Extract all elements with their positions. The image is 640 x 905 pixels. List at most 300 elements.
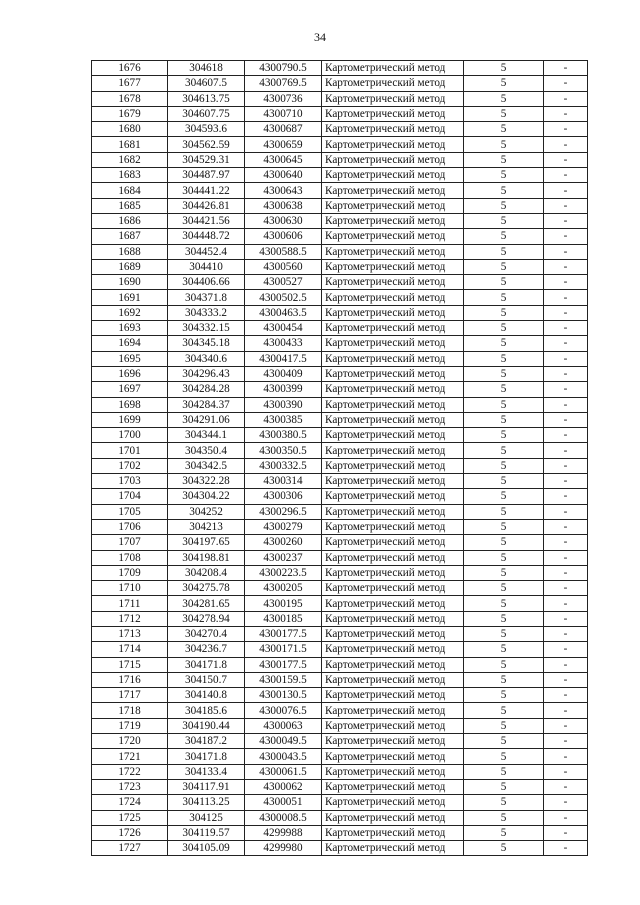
y-coordinate-cell: 4300063	[245, 718, 322, 733]
accuracy-cell: 5	[464, 321, 544, 336]
point-number-cell: 1709	[92, 565, 168, 580]
table-row	[92, 764, 588, 779]
accuracy-cell: 5	[464, 137, 544, 152]
x-coordinate-cell: 304410	[168, 259, 245, 274]
point-number-cell: 1705	[92, 504, 168, 519]
method-cell: Картометрический метод	[322, 596, 464, 611]
y-coordinate-cell: 4300769.5	[245, 76, 322, 91]
y-coordinate-cell: 4300588.5	[245, 244, 322, 259]
y-coordinate-cell: 4300260	[245, 535, 322, 550]
coordinates-table	[91, 60, 588, 856]
y-coordinate-cell: 4300195	[245, 596, 322, 611]
point-number-cell: 1692	[92, 305, 168, 320]
note-cell: -	[544, 106, 588, 121]
x-coordinate-cell: 304284.28	[168, 382, 245, 397]
table-row	[92, 779, 588, 794]
y-coordinate-cell: 4299988	[245, 825, 322, 840]
x-coordinate-cell: 304119.57	[168, 825, 245, 840]
note-cell: -	[544, 642, 588, 657]
point-number-cell: 1701	[92, 443, 168, 458]
y-coordinate-cell: 4300205	[245, 581, 322, 596]
accuracy-cell: 5	[464, 122, 544, 137]
x-coordinate-cell: 304345.18	[168, 336, 245, 351]
point-number-cell: 1707	[92, 535, 168, 550]
method-cell: Картометрический метод	[322, 642, 464, 657]
note-cell: -	[544, 825, 588, 840]
point-number-cell: 1700	[92, 428, 168, 443]
note-cell: -	[544, 183, 588, 198]
method-cell: Картометрический метод	[322, 764, 464, 779]
point-number-cell: 1724	[92, 795, 168, 810]
x-coordinate-cell: 304113.25	[168, 795, 245, 810]
note-cell: -	[544, 213, 588, 228]
y-coordinate-cell: 4300159.5	[245, 672, 322, 687]
y-coordinate-cell: 4300630	[245, 213, 322, 228]
method-cell: Картометрический метод	[322, 259, 464, 274]
note-cell: -	[544, 703, 588, 718]
table-row	[92, 718, 588, 733]
x-coordinate-cell: 304236.7	[168, 642, 245, 657]
point-number-cell: 1698	[92, 397, 168, 412]
table-row	[92, 581, 588, 596]
y-coordinate-cell: 4300049.5	[245, 734, 322, 749]
point-number-cell: 1712	[92, 611, 168, 626]
note-cell: -	[544, 458, 588, 473]
y-coordinate-cell: 4300076.5	[245, 703, 322, 718]
y-coordinate-cell: 4300638	[245, 198, 322, 213]
x-coordinate-cell: 304213	[168, 519, 245, 534]
y-coordinate-cell: 4300043.5	[245, 749, 322, 764]
note-cell: -	[544, 504, 588, 519]
point-number-cell: 1695	[92, 351, 168, 366]
table-row	[92, 412, 588, 427]
x-coordinate-cell: 304332.15	[168, 321, 245, 336]
note-cell: -	[544, 76, 588, 91]
x-coordinate-cell: 304529.31	[168, 152, 245, 167]
note-cell: -	[544, 550, 588, 565]
coordinates-table-body	[92, 61, 588, 856]
accuracy-cell: 5	[464, 688, 544, 703]
y-coordinate-cell: 4300062	[245, 779, 322, 794]
method-cell: Картометрический метод	[322, 504, 464, 519]
method-cell: Картометрический метод	[322, 183, 464, 198]
y-coordinate-cell: 4300645	[245, 152, 322, 167]
table-row	[92, 382, 588, 397]
x-coordinate-cell: 304441.22	[168, 183, 245, 198]
method-cell: Картометрический метод	[322, 565, 464, 580]
note-cell: -	[544, 412, 588, 427]
method-cell: Картометрический метод	[322, 657, 464, 672]
table-row	[92, 336, 588, 351]
point-number-cell: 1685	[92, 198, 168, 213]
accuracy-cell: 5	[464, 550, 544, 565]
accuracy-cell: 5	[464, 764, 544, 779]
method-cell: Картометрический метод	[322, 152, 464, 167]
method-cell: Картометрический метод	[322, 443, 464, 458]
accuracy-cell: 5	[464, 244, 544, 259]
y-coordinate-cell: 4300409	[245, 366, 322, 381]
note-cell: -	[544, 443, 588, 458]
method-cell: Картометрический метод	[322, 749, 464, 764]
x-coordinate-cell: 304197.65	[168, 535, 245, 550]
x-coordinate-cell: 304185.6	[168, 703, 245, 718]
y-coordinate-cell: 4300643	[245, 183, 322, 198]
x-coordinate-cell: 304275.78	[168, 581, 245, 596]
point-number-cell: 1686	[92, 213, 168, 228]
point-number-cell: 1696	[92, 366, 168, 381]
accuracy-cell: 5	[464, 382, 544, 397]
accuracy-cell: 5	[464, 841, 544, 856]
table-row	[92, 366, 588, 381]
method-cell: Картометрический метод	[322, 198, 464, 213]
method-cell: Картометрический метод	[322, 519, 464, 534]
y-coordinate-cell: 4300710	[245, 106, 322, 121]
note-cell: -	[544, 397, 588, 412]
table-row	[92, 672, 588, 687]
y-coordinate-cell: 4300051	[245, 795, 322, 810]
table-row	[92, 749, 588, 764]
x-coordinate-cell: 304562.59	[168, 137, 245, 152]
point-number-cell: 1725	[92, 810, 168, 825]
point-number-cell: 1716	[92, 672, 168, 687]
y-coordinate-cell: 4300177.5	[245, 626, 322, 641]
note-cell: -	[544, 489, 588, 504]
table-row	[92, 596, 588, 611]
accuracy-cell: 5	[464, 213, 544, 228]
method-cell: Картометрический метод	[322, 672, 464, 687]
table-row	[92, 535, 588, 550]
method-cell: Картометрический метод	[322, 489, 464, 504]
method-cell: Картометрический метод	[322, 351, 464, 366]
accuracy-cell: 5	[464, 474, 544, 489]
note-cell: -	[544, 795, 588, 810]
y-coordinate-cell: 4300736	[245, 91, 322, 106]
y-coordinate-cell: 4300296.5	[245, 504, 322, 519]
y-coordinate-cell: 4300061.5	[245, 764, 322, 779]
accuracy-cell: 5	[464, 795, 544, 810]
method-cell: Картометрический метод	[322, 397, 464, 412]
x-coordinate-cell: 304607.5	[168, 76, 245, 91]
y-coordinate-cell: 4300463.5	[245, 305, 322, 320]
point-number-cell: 1680	[92, 122, 168, 137]
table-row	[92, 443, 588, 458]
accuracy-cell: 5	[464, 565, 544, 580]
note-cell: -	[544, 275, 588, 290]
x-coordinate-cell: 304105.09	[168, 841, 245, 856]
x-coordinate-cell: 304150.7	[168, 672, 245, 687]
table-row	[92, 259, 588, 274]
accuracy-cell: 5	[464, 91, 544, 106]
x-coordinate-cell: 304426.81	[168, 198, 245, 213]
y-coordinate-cell: 4300659	[245, 137, 322, 152]
x-coordinate-cell: 304340.6	[168, 351, 245, 366]
x-coordinate-cell: 304208.4	[168, 565, 245, 580]
accuracy-cell: 5	[464, 152, 544, 167]
table-row	[92, 810, 588, 825]
method-cell: Картометрический метод	[322, 122, 464, 137]
note-cell: -	[544, 321, 588, 336]
x-coordinate-cell: 304133.4	[168, 764, 245, 779]
accuracy-cell: 5	[464, 198, 544, 213]
table-row	[92, 519, 588, 534]
x-coordinate-cell: 304198.81	[168, 550, 245, 565]
method-cell: Картометрический метод	[322, 275, 464, 290]
x-coordinate-cell: 304344.1	[168, 428, 245, 443]
note-cell: -	[544, 841, 588, 856]
point-number-cell: 1726	[92, 825, 168, 840]
x-coordinate-cell: 304613.75	[168, 91, 245, 106]
y-coordinate-cell: 4300130.5	[245, 688, 322, 703]
x-coordinate-cell: 304452.4	[168, 244, 245, 259]
method-cell: Картометрический метод	[322, 428, 464, 443]
accuracy-cell: 5	[464, 183, 544, 198]
table-row	[92, 825, 588, 840]
note-cell: -	[544, 779, 588, 794]
note-cell: -	[544, 198, 588, 213]
table-row	[92, 474, 588, 489]
y-coordinate-cell: 4300185	[245, 611, 322, 626]
table-row	[92, 504, 588, 519]
x-coordinate-cell: 304342.5	[168, 458, 245, 473]
x-coordinate-cell: 304333.2	[168, 305, 245, 320]
table-row	[92, 321, 588, 336]
accuracy-cell: 5	[464, 810, 544, 825]
note-cell: -	[544, 672, 588, 687]
method-cell: Картометрический метод	[322, 779, 464, 794]
x-coordinate-cell: 304125	[168, 810, 245, 825]
table-row	[92, 152, 588, 167]
method-cell: Картометрический метод	[322, 550, 464, 565]
x-coordinate-cell: 304284.37	[168, 397, 245, 412]
table-row	[92, 305, 588, 320]
point-number-cell: 1723	[92, 779, 168, 794]
method-cell: Картометрический метод	[322, 305, 464, 320]
y-coordinate-cell: 4300454	[245, 321, 322, 336]
method-cell: Картометрический метод	[322, 244, 464, 259]
table-row	[92, 76, 588, 91]
x-coordinate-cell: 304270.4	[168, 626, 245, 641]
table-row	[92, 428, 588, 443]
accuracy-cell: 5	[464, 397, 544, 412]
method-cell: Картометрический метод	[322, 474, 464, 489]
accuracy-cell: 5	[464, 718, 544, 733]
y-coordinate-cell: 4300008.5	[245, 810, 322, 825]
point-number-cell: 1718	[92, 703, 168, 718]
y-coordinate-cell: 4300279	[245, 519, 322, 534]
x-coordinate-cell: 304487.97	[168, 168, 245, 183]
note-cell: -	[544, 764, 588, 779]
point-number-cell: 1717	[92, 688, 168, 703]
accuracy-cell: 5	[464, 642, 544, 657]
method-cell: Картометрический метод	[322, 703, 464, 718]
y-coordinate-cell: 4300399	[245, 382, 322, 397]
note-cell: -	[544, 718, 588, 733]
x-coordinate-cell: 304350.4	[168, 443, 245, 458]
y-coordinate-cell: 4300385	[245, 412, 322, 427]
table-row	[92, 122, 588, 137]
accuracy-cell: 5	[464, 734, 544, 749]
y-coordinate-cell: 4300223.5	[245, 565, 322, 580]
method-cell: Картометрический метод	[322, 412, 464, 427]
method-cell: Картометрический метод	[322, 611, 464, 626]
accuracy-cell: 5	[464, 825, 544, 840]
x-coordinate-cell: 304187.2	[168, 734, 245, 749]
table-row	[92, 550, 588, 565]
point-number-cell: 1703	[92, 474, 168, 489]
x-coordinate-cell: 304281.65	[168, 596, 245, 611]
table-row	[92, 61, 588, 76]
accuracy-cell: 5	[464, 626, 544, 641]
table-row	[92, 397, 588, 412]
point-number-cell: 1678	[92, 91, 168, 106]
y-coordinate-cell: 4300237	[245, 550, 322, 565]
table-row	[92, 489, 588, 504]
point-number-cell: 1711	[92, 596, 168, 611]
note-cell: -	[544, 474, 588, 489]
x-coordinate-cell: 304607.75	[168, 106, 245, 121]
point-number-cell: 1706	[92, 519, 168, 534]
x-coordinate-cell: 304278.94	[168, 611, 245, 626]
method-cell: Картометрический метод	[322, 535, 464, 550]
method-cell: Картометрический метод	[322, 626, 464, 641]
y-coordinate-cell: 4300306	[245, 489, 322, 504]
accuracy-cell: 5	[464, 229, 544, 244]
table-row	[92, 91, 588, 106]
table-row	[92, 565, 588, 580]
point-number-cell: 1715	[92, 657, 168, 672]
method-cell: Картометрический метод	[322, 581, 464, 596]
point-number-cell: 1689	[92, 259, 168, 274]
method-cell: Картометрический метод	[322, 336, 464, 351]
point-number-cell: 1681	[92, 137, 168, 152]
note-cell: -	[544, 91, 588, 106]
point-number-cell: 1702	[92, 458, 168, 473]
point-number-cell: 1693	[92, 321, 168, 336]
method-cell: Картометрический метод	[322, 810, 464, 825]
note-cell: -	[544, 351, 588, 366]
accuracy-cell: 5	[464, 290, 544, 305]
table-row	[92, 703, 588, 718]
point-number-cell: 1694	[92, 336, 168, 351]
point-number-cell: 1704	[92, 489, 168, 504]
point-number-cell: 1727	[92, 841, 168, 856]
table-row	[92, 642, 588, 657]
method-cell: Картометрический метод	[322, 106, 464, 121]
table-row	[92, 351, 588, 366]
table-row	[92, 734, 588, 749]
y-coordinate-cell: 4300433	[245, 336, 322, 351]
point-number-cell: 1721	[92, 749, 168, 764]
point-number-cell: 1708	[92, 550, 168, 565]
note-cell: -	[544, 137, 588, 152]
table-row	[92, 168, 588, 183]
note-cell: -	[544, 581, 588, 596]
accuracy-cell: 5	[464, 76, 544, 91]
note-cell: -	[544, 749, 588, 764]
accuracy-cell: 5	[464, 672, 544, 687]
point-number-cell: 1682	[92, 152, 168, 167]
point-number-cell: 1677	[92, 76, 168, 91]
point-number-cell: 1714	[92, 642, 168, 657]
y-coordinate-cell: 4300380.5	[245, 428, 322, 443]
accuracy-cell: 5	[464, 519, 544, 534]
point-number-cell: 1710	[92, 581, 168, 596]
y-coordinate-cell: 4300606	[245, 229, 322, 244]
table-row	[92, 841, 588, 856]
method-cell: Картометрический метод	[322, 213, 464, 228]
table-row	[92, 137, 588, 152]
method-cell: Картометрический метод	[322, 718, 464, 733]
note-cell: -	[544, 596, 588, 611]
note-cell: -	[544, 168, 588, 183]
note-cell: -	[544, 290, 588, 305]
table-row	[92, 213, 588, 228]
table-row	[92, 198, 588, 213]
y-coordinate-cell: 4300502.5	[245, 290, 322, 305]
table-row	[92, 106, 588, 121]
point-number-cell: 1688	[92, 244, 168, 259]
note-cell: -	[544, 535, 588, 550]
point-number-cell: 1697	[92, 382, 168, 397]
point-number-cell: 1719	[92, 718, 168, 733]
table-row	[92, 611, 588, 626]
accuracy-cell: 5	[464, 336, 544, 351]
accuracy-cell: 5	[464, 351, 544, 366]
note-cell: -	[544, 244, 588, 259]
accuracy-cell: 5	[464, 259, 544, 274]
note-cell: -	[544, 688, 588, 703]
x-coordinate-cell: 304421.56	[168, 213, 245, 228]
method-cell: Картометрический метод	[322, 168, 464, 183]
accuracy-cell: 5	[464, 61, 544, 76]
note-cell: -	[544, 259, 588, 274]
x-coordinate-cell: 304371.8	[168, 290, 245, 305]
method-cell: Картометрический метод	[322, 795, 464, 810]
accuracy-cell: 5	[464, 168, 544, 183]
y-coordinate-cell: 4300314	[245, 474, 322, 489]
method-cell: Картометрический метод	[322, 137, 464, 152]
table-row	[92, 244, 588, 259]
y-coordinate-cell: 4300332.5	[245, 458, 322, 473]
page-number: 34	[314, 30, 326, 44]
y-coordinate-cell: 4300171.5	[245, 642, 322, 657]
x-coordinate-cell: 304252	[168, 504, 245, 519]
accuracy-cell: 5	[464, 779, 544, 794]
accuracy-cell: 5	[464, 106, 544, 121]
table-row	[92, 458, 588, 473]
table-row	[92, 795, 588, 810]
method-cell: Картометрический метод	[322, 290, 464, 305]
y-coordinate-cell: 4300417.5	[245, 351, 322, 366]
accuracy-cell: 5	[464, 443, 544, 458]
note-cell: -	[544, 611, 588, 626]
method-cell: Картометрический метод	[322, 76, 464, 91]
x-coordinate-cell: 304140.8	[168, 688, 245, 703]
x-coordinate-cell: 304296.43	[168, 366, 245, 381]
x-coordinate-cell: 304190.44	[168, 718, 245, 733]
y-coordinate-cell: 4299980	[245, 841, 322, 856]
point-number-cell: 1683	[92, 168, 168, 183]
note-cell: -	[544, 734, 588, 749]
point-number-cell: 1676	[92, 61, 168, 76]
method-cell: Картометрический метод	[322, 61, 464, 76]
accuracy-cell: 5	[464, 458, 544, 473]
method-cell: Картометрический метод	[322, 382, 464, 397]
y-coordinate-cell: 4300177.5	[245, 657, 322, 672]
method-cell: Картометрический метод	[322, 458, 464, 473]
x-coordinate-cell: 304406.66	[168, 275, 245, 290]
table-row	[92, 229, 588, 244]
